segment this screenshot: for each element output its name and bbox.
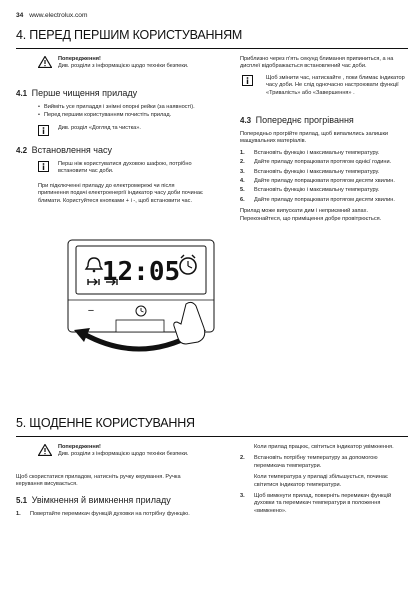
section5-intro: Щоб скористатися приладом, натисніть ручку керування. Ручка керування висувається. (16, 474, 181, 488)
sub41-info: Див. розділ «Догляд та чистка». (16, 125, 206, 139)
sub51-heading: 5.1 Увімкнення й вимкнення приладу (16, 494, 171, 505)
sub42-heading: 4.2 Встановлення часу (16, 144, 112, 155)
minus-button[interactable]: − (87, 305, 95, 317)
list-item: 6. Дайте приладу попрацювати протягом десяти хвилин. (240, 196, 395, 203)
control-panel-illustration (66, 238, 216, 360)
section5-right-steps (240, 455, 408, 470)
section4-warning (16, 56, 206, 80)
section4-left-column (16, 56, 206, 209)
list-item: 5. Встановіть функцію і максимальну температуру. (240, 187, 380, 194)
display-time: 12:05 (101, 257, 181, 287)
site-url: www.electrolux.com (29, 12, 88, 19)
list-item: 2. Встановіть потрібну температуру за допомогою перемикача температури. (240, 455, 378, 469)
section5-right-steps-2 (240, 493, 408, 515)
sub51-steps (16, 511, 206, 518)
section5-right-column (240, 444, 408, 519)
section5-right-step2-extra: Коли температура у приладі збільшується, починає світитися індикатор температури. (254, 474, 388, 488)
warning-text: Див. розділи з інформацією щодо техніки безпеки. (58, 451, 189, 458)
sub41-bullets (16, 104, 206, 120)
list-item: 3. Встановіть функцію і максимальну температуру. (240, 168, 380, 175)
page-number: 34 (16, 12, 24, 19)
info-icon (38, 161, 49, 175)
info-icon (242, 75, 253, 89)
right-text1: Приблизно через п'ять секунд блимання припиниться, а на дисплеї відображається встановлений час доби. (240, 56, 394, 70)
page-header (16, 12, 87, 19)
sub43-intro: Попередньо прогрійте прилад, щоб випалились залишки мащувальних матеріалів. (240, 131, 389, 145)
section5-right-text1: Коли прилад працює, світиться індикатор увімкнення. (254, 444, 394, 450)
section4-right-column (240, 56, 408, 227)
section4-title: 4. ПЕРЕД ПЕРШИМ КОРИСТУВАННЯМ (16, 28, 243, 42)
section5-title: 5. ЩОДЕННЕ КОРИСТУВАННЯ (16, 416, 195, 430)
sub43-steps (240, 150, 408, 204)
sub43-outro: Прилад може випускати дим і неприємний запах. Переконайтеся, що приміщення добре провітрюється. (240, 208, 382, 222)
list-item: 1. Повертайте перемикач функцій духовки на потрібну функцію. (16, 510, 190, 517)
warning-heading: Попередження! (58, 56, 101, 62)
warning-heading: Попередження! (58, 444, 101, 450)
warning-triangle-icon (38, 444, 52, 459)
section5-left-column (16, 444, 206, 522)
list-item: • Перед першим користуванням почистіть прилад. (38, 112, 206, 119)
list-item: • Вийміть усе приладдя і знімні опорні рейки (за наявності). (38, 104, 206, 111)
sub43-heading: 4.3 Попереднє прогрівання (240, 115, 354, 126)
list-item: 4. Дайте приладу попрацювати протягом десяти хвилин. (240, 178, 395, 185)
section5-warning (16, 444, 206, 468)
warning-triangle-icon (38, 56, 52, 71)
section5-rule (16, 436, 408, 437)
list-item: 1. Встановіть функцію і максимальну температуру. (240, 149, 380, 156)
sub42-text: При підключенні приладу до електромережі чи після припинення подачі електроенергії індикатор часу доби починає блимати. Користуйтеся кнопками + і -, щоб встановити час. (38, 182, 203, 204)
sub41-heading: 4.1 Перше чищення приладу (16, 88, 138, 98)
sub42-info: Перш ніж користуватися духовою шафою, потрібно встановити час доби. (16, 161, 206, 183)
right-info: Щоб змінити час, натискайте , поки блимає індикатор часу доби. Не слід одночасно настроювати функції «Тривалість» або «Завершення» . (240, 75, 408, 97)
list-item: 2. Дайте приладу попрацювати протягом однієї години. (240, 159, 392, 166)
info-icon (38, 125, 49, 139)
warning-text: Див. розділи з інформацією щодо техніки безпеки. (58, 63, 189, 70)
section4-rule (16, 48, 408, 49)
list-item: 3. Щоб вимкнути прилад, поверніть перемикач функцій духовки та перемикач температури в положення «вимкнено». (240, 493, 392, 514)
